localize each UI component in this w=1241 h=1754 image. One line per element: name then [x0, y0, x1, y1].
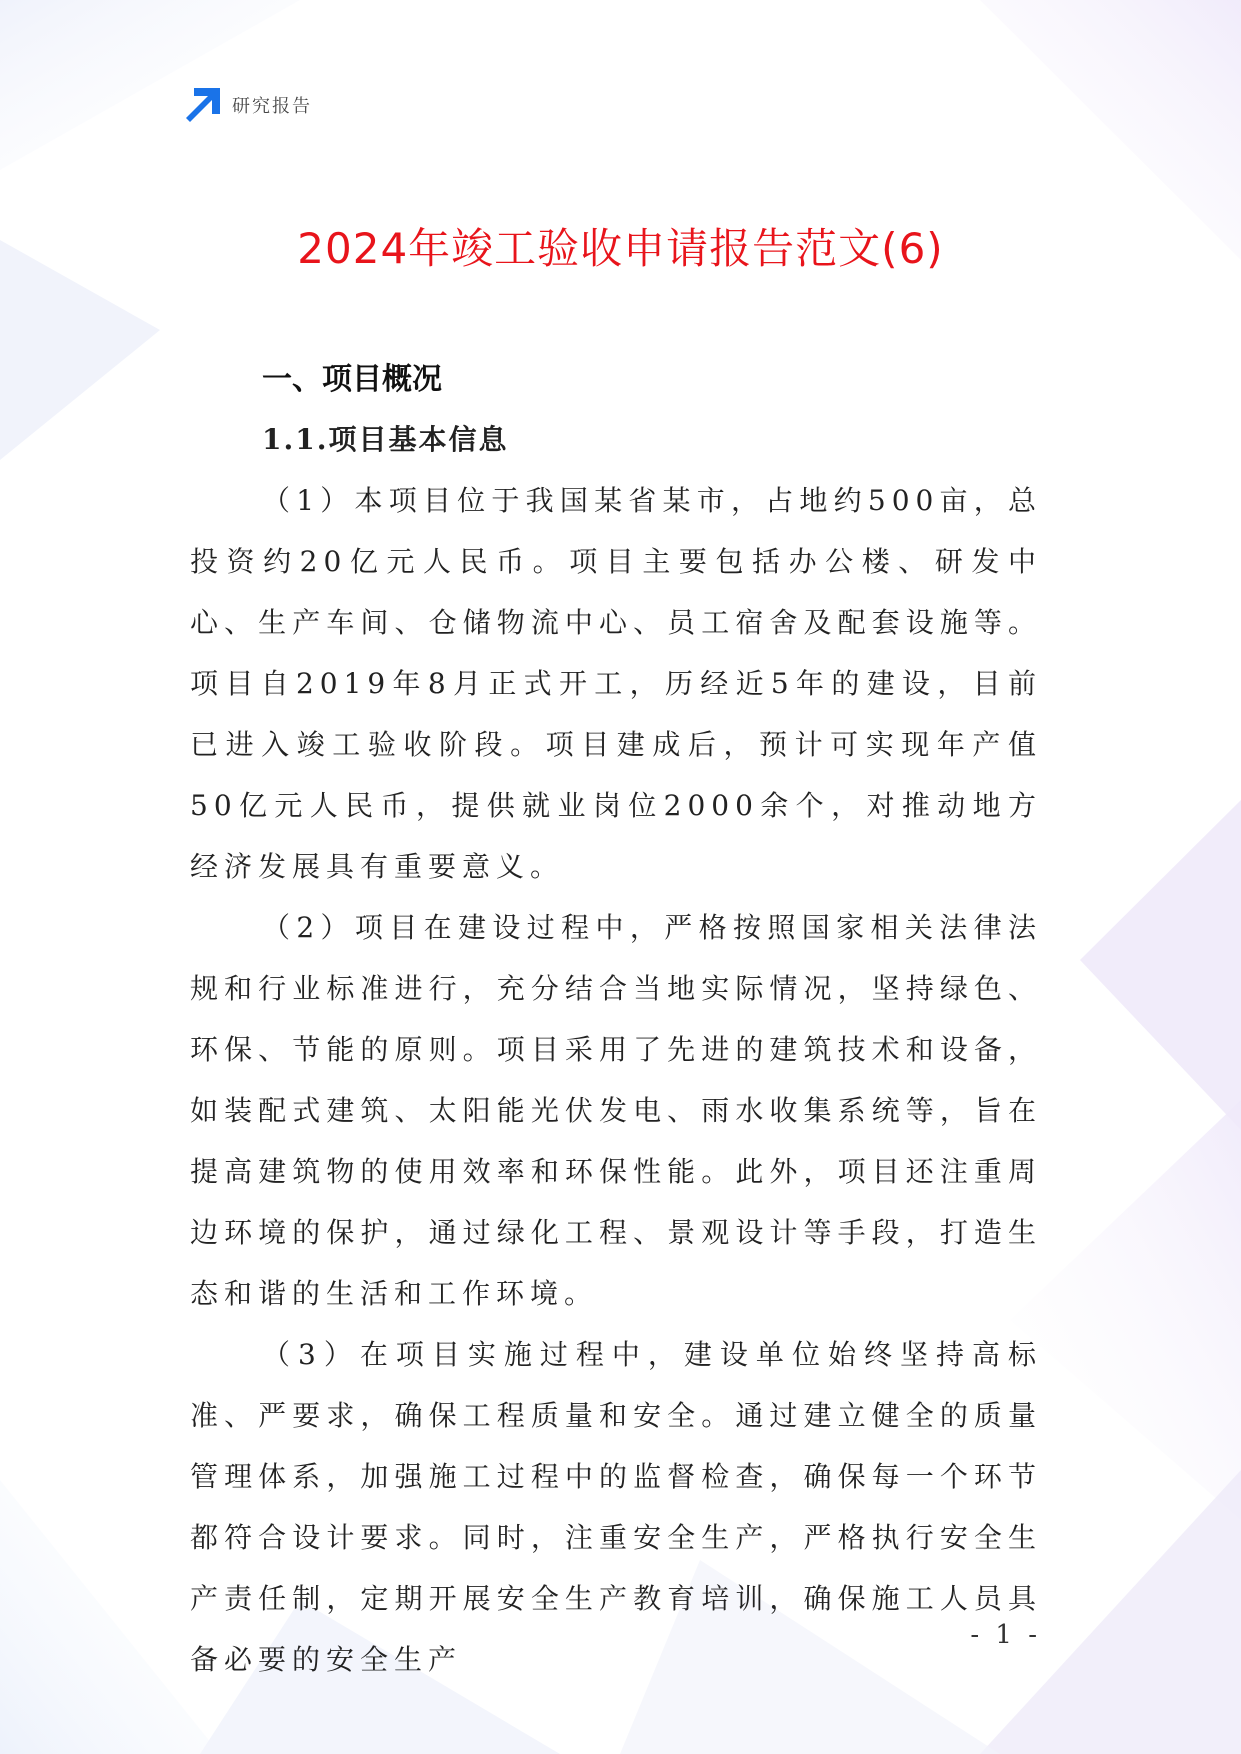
arrow-up-right-icon — [186, 88, 220, 122]
document-body — [190, 350, 1042, 1690]
document-title: 2024年竣工验收申请报告范文(6) — [297, 224, 944, 273]
sub-heading: 1.1.项目基本信息 — [262, 423, 509, 456]
page-number: - 1 - — [970, 1620, 1041, 1650]
paragraph-1: （1）本项目位于我国某省某市，占地约500亩，总投资约20亿元人民币。项目主要包括办公楼、研发中心、生产车间、仓储物流中心、员工宿舍及配套设施等。项目自2019年8月正式开工，历经近5年的建设，目前已进入竣工验收阶段。项目建成后，预计可实现年产值50亿元人民币，提供就业岗位2000余个，对推动地方经济发展具有重要意义。 — [190, 484, 1042, 883]
section-heading: 一、项目概况 — [262, 362, 442, 397]
report-header — [186, 88, 312, 122]
paragraph-3: （3）在项目实施过程中，建设单位始终坚持高标准、严要求，确保工程质量和安全。通过建立健全的质量管理体系，加强施工过程中的监督检查，确保每一个环节都符合设计要求。同时，注重安全生产，严格执行安全生产责任制，定期开展安全生产教育培训，确保施工人员具备必要的安全生产 — [190, 1338, 1042, 1676]
paragraph-2: （2）项目在建设过程中，严格按照国家相关法律法规和行业标准进行，充分结合当地实际情况，坚持绿色、环保、节能的原则。项目采用了先进的建筑技术和设备，如装配式建筑、太阳能光伏发电、雨水收集系统等，旨在提高建筑物的使用效率和环保性能。此外，项目还注重周边环境的保护，通过绿化工程、景观设计等手段，打造生态和谐的生活和工作环境。 — [190, 911, 1042, 1310]
header-label: 研究报告 — [232, 96, 312, 117]
